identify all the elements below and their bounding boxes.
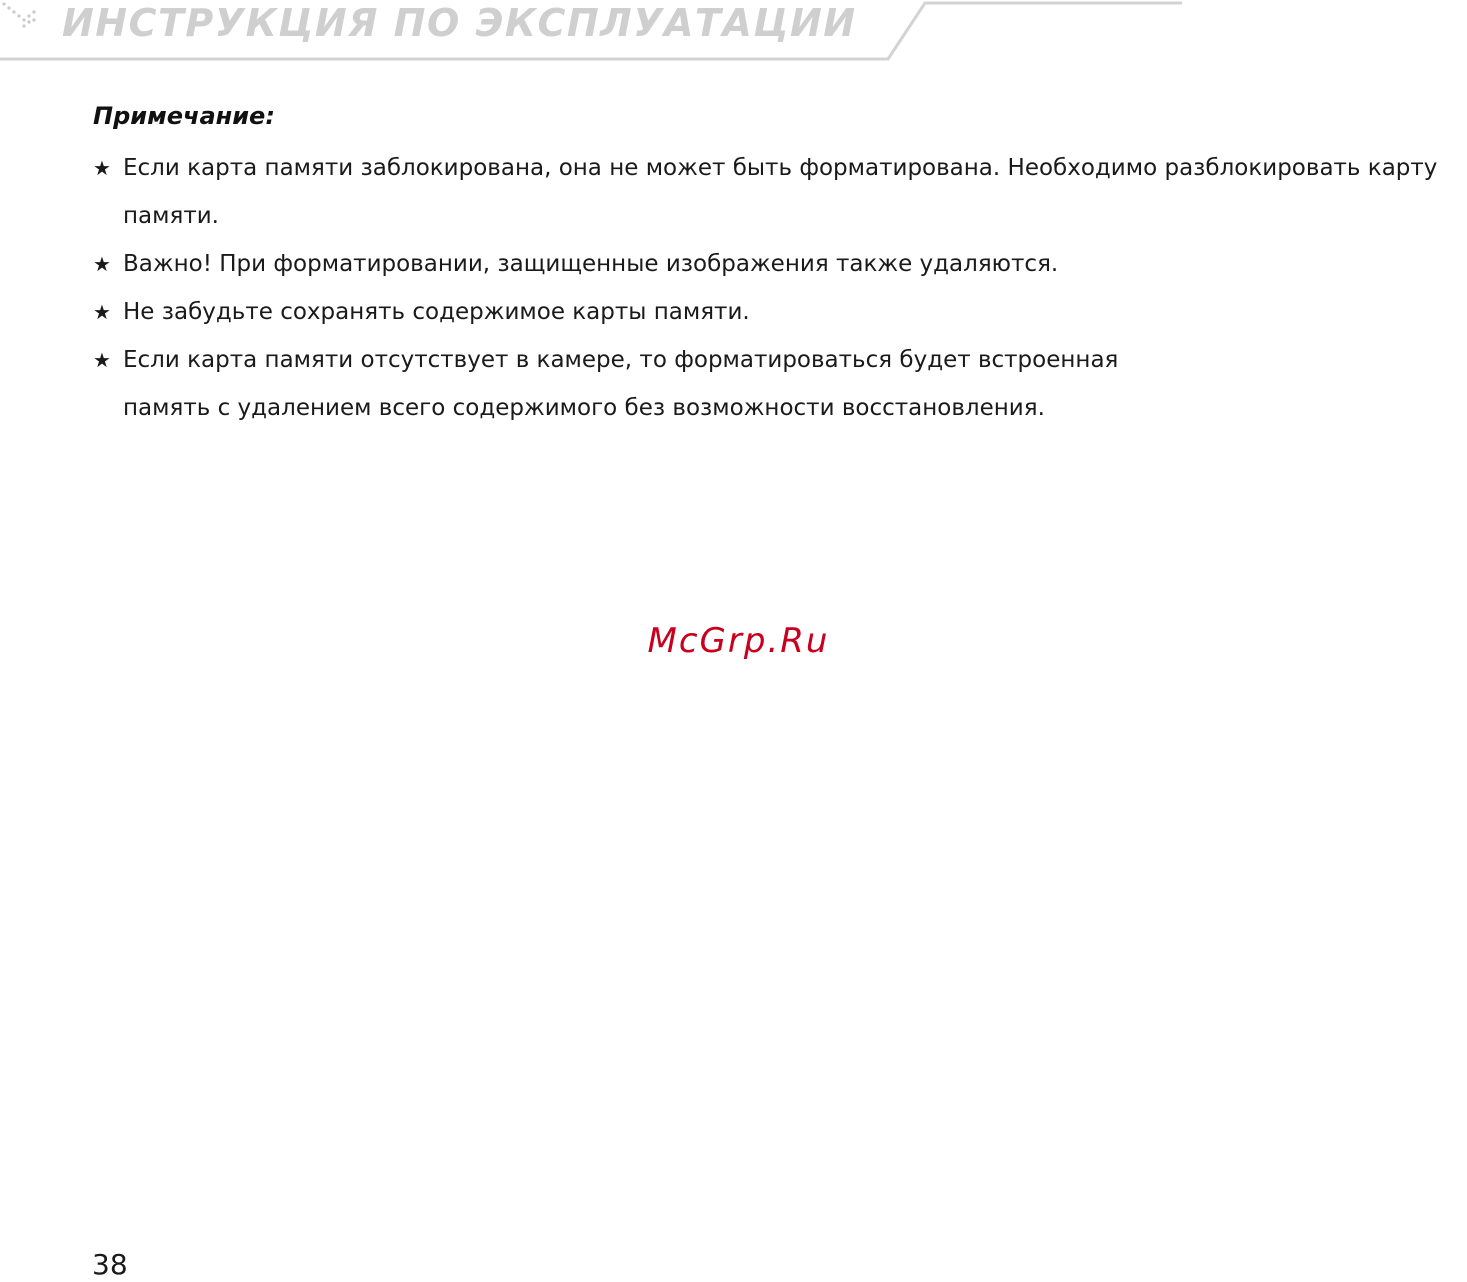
note-section [93,98,1467,432]
note-item-text: Важно! При форматировании, защищенные изображения также удаляются. [123,251,1059,277]
page-header [0,0,1467,70]
note-list [93,144,1467,432]
list-item [93,240,1467,288]
note-item-text: Не забудьте сохранять содержимое карты памяти. [123,299,750,325]
star-icon: ★ [93,348,111,372]
star-icon: ★ [93,300,111,324]
page-number: 38 [92,1248,128,1281]
note-item-text: Если карта памяти заблокирована, она не может быть форматирована. Необходимо разблокировать карту памяти. [123,155,1438,229]
watermark-text: McGrp.Ru [647,621,830,661]
star-icon: ★ [93,156,111,180]
dots-decoration-icon [0,0,40,30]
star-icon: ★ [93,252,111,276]
header-title: ИНСТРУКЦИЯ ПО ЭКСПЛУАТАЦИИ [62,1,857,45]
list-item [93,144,1467,240]
note-title: Примечание: [93,102,275,130]
list-item [93,288,1467,336]
note-item-text: Если карта памяти отсутствует в камере, то форматироваться будет встроенная память с удалением всего содержимого без возможности восстановления. [123,347,1119,421]
list-item [93,336,1467,432]
